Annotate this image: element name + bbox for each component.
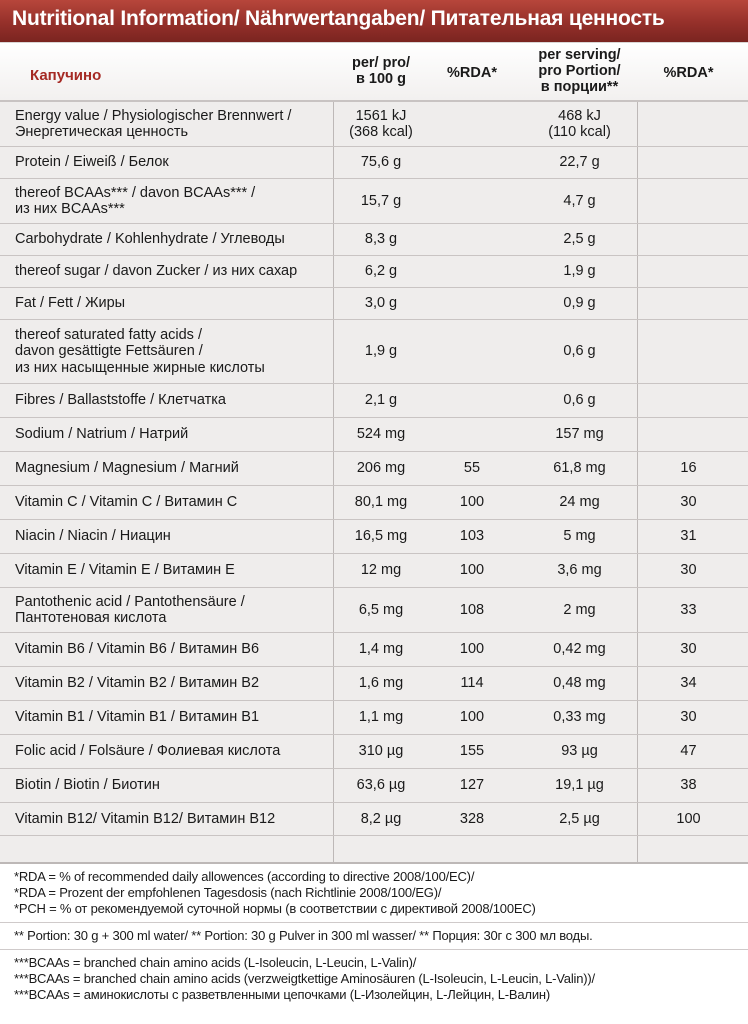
- table-row: [0, 520, 748, 554]
- flavor-label: Капучино: [30, 67, 102, 84]
- table-row: [0, 803, 748, 836]
- table-header: [0, 42, 748, 102]
- rda-per-serving: [637, 179, 740, 223]
- table-row: [0, 452, 748, 486]
- value-per-100g: 8,2 µg: [360, 810, 402, 827]
- value-per-100g: 15,7 g: [360, 192, 402, 209]
- rda-per-100g: 100: [459, 709, 485, 726]
- value-per-100g: 1,1 mg: [358, 709, 404, 726]
- value-per-100g: 2,1 g: [364, 392, 398, 409]
- value-per-100g: 12 mg: [360, 562, 402, 579]
- nutrient-name: Vitamin B2 / Vitamin B2 / Витамин B2: [15, 675, 260, 692]
- nutrient-name: thereof saturated fatty acids / davon gesättigte Fettsäuren / из них насыщенные жирные кислоты: [15, 326, 265, 376]
- nutrient-name: Fibres / Ballaststoffe / Клетчатка: [15, 392, 226, 409]
- value-per-100g: 3,0 g: [364, 295, 398, 312]
- value-per-100g: 206 mg: [356, 460, 406, 477]
- rda-per-100g: 108: [459, 601, 485, 618]
- title-bar: [0, 0, 748, 42]
- value-per-100g: 310 µg: [358, 743, 404, 760]
- rda-per-100g: 127: [459, 777, 485, 794]
- nutrient-name: Magnesium / Magnesium / Магний: [15, 460, 239, 477]
- rda-per-serving: 100: [676, 810, 701, 827]
- value-per-serving: 3,6 mg: [557, 562, 602, 579]
- footnote-bcaa-de: ***BCAAs = branched chain amino acids (verzweigtkettige Aminosäuren (L-Isoleucin, L-Leucin, L-Valin))/: [14, 971, 595, 986]
- table-row: [0, 486, 748, 520]
- value-per-100g: 6,2 g: [364, 263, 398, 280]
- footnote-rda-de: *RDA = Prozent der empfohlenen Tagesdosis (nach Richtlinie 2008/100/EG)/: [14, 885, 442, 900]
- rda-per-serving: 30: [680, 709, 697, 726]
- table-row: [0, 701, 748, 735]
- rda-per-serving: [637, 288, 740, 319]
- nutrient-name: Niacin / Niacin / Ниацин: [15, 528, 171, 545]
- value-per-serving: 0,42 mg: [553, 641, 606, 658]
- header-per-serving: per serving/ pro Portion/ в порции**: [538, 47, 621, 95]
- value-per-100g: 63,6 µg: [356, 777, 406, 794]
- header-rda-serving: %RDA*: [663, 65, 714, 81]
- rda-per-100g: [422, 418, 522, 451]
- value-per-serving: 5 mg: [563, 528, 596, 545]
- table-row: [0, 667, 748, 701]
- rda-per-100g: [422, 102, 522, 146]
- rda-per-serving: 31: [680, 528, 697, 545]
- rda-per-serving: 16: [680, 460, 697, 477]
- value-per-100g: 16,5 mg: [354, 528, 408, 545]
- nutrient-name: thereof BCAAs*** / davon BCAAs*** / из них BCAAs***: [15, 184, 256, 217]
- value-per-serving: 0,6 g: [563, 343, 596, 360]
- table-row: [0, 554, 748, 588]
- nutrient-name: thereof sugar / davon Zucker / из них сахар: [15, 263, 298, 280]
- value-per-serving: 1,9 g: [563, 263, 596, 280]
- rda-per-serving: 30: [680, 494, 697, 511]
- value-per-100g: 1,9 g: [364, 343, 398, 360]
- rda-per-100g: 114: [460, 675, 484, 692]
- table-row: [0, 418, 748, 452]
- value-per-serving: 2 mg: [563, 601, 596, 618]
- rda-per-100g: [422, 179, 522, 223]
- rda-per-100g: 100: [459, 641, 485, 658]
- table-row: [0, 147, 748, 179]
- value-per-serving: 61,8 mg: [553, 460, 606, 477]
- value-per-100g: 524 mg: [356, 426, 406, 443]
- rda-per-serving: 38: [680, 777, 697, 794]
- nutrient-name: Energy value / Physiologischer Brennwert / Энергетическая ценность: [15, 107, 292, 140]
- table-row: [0, 179, 748, 224]
- value-per-100g: 1,4 mg: [358, 641, 404, 658]
- value-per-100g: 80,1 mg: [354, 494, 408, 511]
- page-title: Nutritional Information/ Nährwertangaben/ Питательная ценность: [12, 7, 665, 30]
- footnote-bcaa-en: ***BCAAs = branched chain amino acids (L-Isoleucin, L-Leucin, L-Valin)/: [14, 955, 417, 970]
- table-row: [0, 288, 748, 320]
- rda-per-100g: [422, 288, 522, 319]
- value-per-serving: 0,9 g: [563, 295, 596, 312]
- rda-per-serving: [637, 102, 740, 146]
- rda-per-100g: [422, 256, 522, 287]
- table-row: [0, 224, 748, 256]
- value-per-100g: 1,6 mg: [358, 675, 404, 692]
- rda-per-100g: [422, 384, 522, 417]
- rda-per-serving: [637, 418, 740, 451]
- table-row: [0, 588, 748, 633]
- footnote-bcaa-ru: ***BCAAs = аминокислоты с разветвленными цепочками (L-Изолейцин, L-Лейцин, L-Валин): [14, 987, 550, 1002]
- value-per-serving: 93 µg: [561, 743, 598, 760]
- footnote-rda-ru: *PCH = % от рекомендуемой суточной нормы (в соответствии с директивой 2008/100EC): [14, 901, 536, 916]
- rda-per-serving: [637, 384, 740, 417]
- value-per-100g: 75,6 g: [360, 154, 402, 171]
- header-per-100g: per/ pro/ в 100 g: [351, 55, 410, 87]
- value-per-100g: 1561 kJ (368 kcal): [349, 107, 413, 140]
- table-row: [0, 256, 748, 288]
- rda-per-serving: 47: [680, 743, 697, 760]
- value-per-serving: 0,33 mg: [553, 709, 606, 726]
- table-row: [0, 384, 748, 418]
- nutrient-name: Biotin / Biotin / Биотин: [15, 777, 160, 794]
- nutrient-name: Folic acid / Folsäure / Фолиевая кислота: [15, 743, 281, 760]
- table-row: [0, 735, 748, 769]
- value-per-100g: 6,5 mg: [358, 601, 404, 618]
- table-row: [0, 633, 748, 667]
- nutrient-name: Vitamin B1 / Vitamin B1 / Витамин B1: [15, 709, 260, 726]
- rda-per-serving: 30: [680, 562, 697, 579]
- value-per-serving: 157 mg: [555, 426, 604, 443]
- footnotes: [0, 862, 748, 1024]
- value-per-serving: 4,7 g: [563, 192, 596, 209]
- value-per-100g: 8,3 g: [364, 231, 398, 248]
- rda-per-serving: 30: [680, 641, 697, 658]
- rda-per-100g: 155: [459, 743, 485, 760]
- value-per-serving: 24 mg: [559, 494, 600, 511]
- value-per-serving: 19,1 µg: [555, 777, 604, 794]
- value-per-serving: 0,48 mg: [553, 675, 606, 692]
- table-row: [0, 102, 748, 147]
- rda-per-serving: [637, 256, 740, 287]
- nutrient-name: Protein / Eiweiß / Белок: [15, 154, 169, 171]
- nutrient-name: Vitamin B6 / Vitamin B6 / Витамин B6: [15, 641, 260, 658]
- rda-per-100g: 100: [459, 494, 485, 511]
- nutrient-name: Vitamin B12/ Vitamin B12/ Витамин B12: [15, 810, 276, 827]
- nutrient-name: Vitamin E / Vitamin E / Витамин E: [15, 562, 235, 579]
- table-row: [0, 769, 748, 803]
- value-per-serving: 0,6 g: [563, 392, 596, 409]
- rda-per-serving: [637, 320, 740, 383]
- value-per-serving: 2,5 µg: [559, 810, 600, 827]
- table-row: [0, 320, 748, 384]
- rda-per-serving: 34: [680, 675, 697, 692]
- nutrient-name: Pantothenic acid / Pantothensäure / Пантотеновая кислота: [15, 593, 245, 626]
- rda-per-100g: 100: [459, 562, 485, 579]
- rda-per-100g: [422, 224, 522, 255]
- value-per-serving: 2,5 g: [563, 231, 596, 248]
- header-rda-100g: %RDA*: [447, 65, 497, 81]
- rda-per-serving: 33: [680, 601, 697, 618]
- rda-per-serving: [637, 224, 740, 255]
- rda-per-serving: [637, 147, 740, 178]
- value-per-serving: 468 kJ (110 kcal): [548, 107, 611, 140]
- footnote-divider: [0, 949, 748, 950]
- footnote-portion: ** Portion: 30 g + 300 ml water/ ** Portion: 30 g Pulver in 300 ml wasser/ ** Порция: 30г с 300 мл воды.: [14, 928, 593, 943]
- footnote-rda-en: *RDA = % of recommended daily allowences (according to directive 2008/100/EC)/: [14, 869, 475, 884]
- value-per-serving: 22,7 g: [559, 154, 600, 171]
- footnote-divider: [0, 922, 748, 923]
- rda-per-100g: [422, 147, 522, 178]
- rda-per-100g: 328: [459, 810, 485, 827]
- nutrient-name: Vitamin C / Vitamin C / Витамин C: [15, 494, 238, 511]
- nutrient-name: Sodium / Natrium / Натрий: [15, 426, 189, 443]
- nutrient-name: Carbohydrate / Kohlenhydrate / Углеводы: [15, 231, 285, 248]
- rda-per-100g: [422, 320, 522, 383]
- nutrient-name: Fat / Fett / Жиры: [15, 295, 126, 312]
- rda-per-100g: 55: [463, 460, 481, 477]
- nutrition-table: [0, 42, 748, 1024]
- rda-per-100g: 103: [459, 528, 485, 545]
